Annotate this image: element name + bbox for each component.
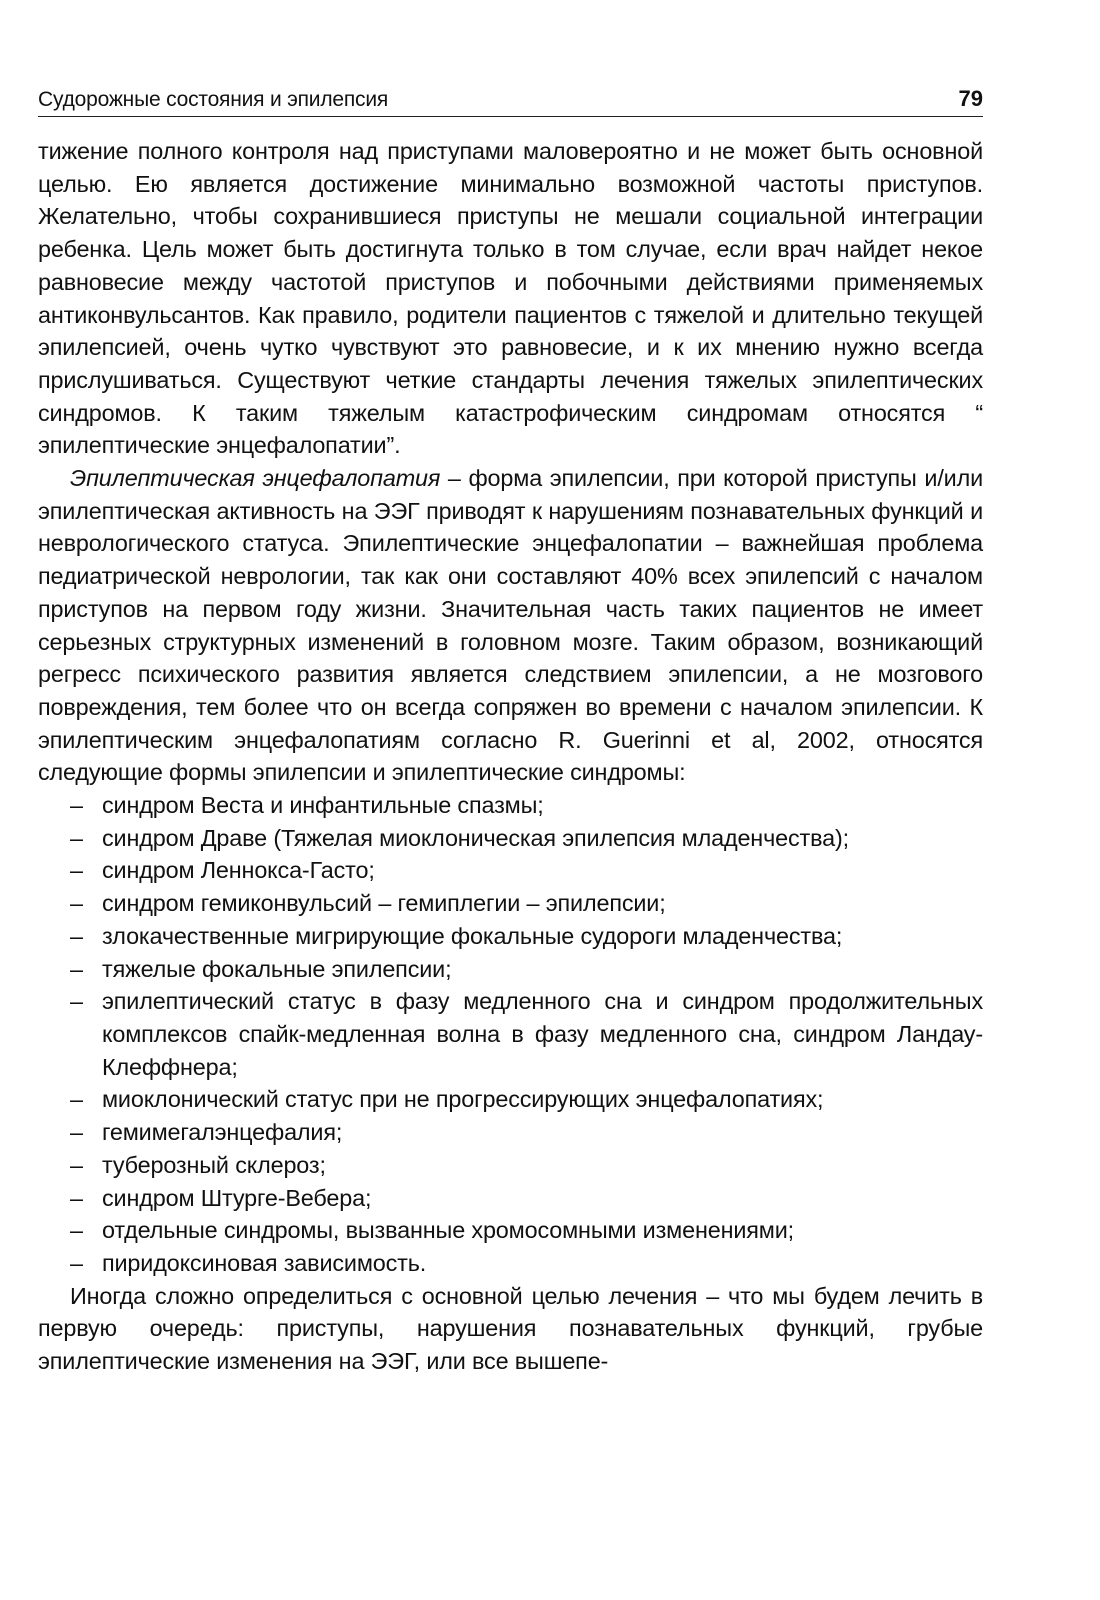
list-item xyxy=(38,887,983,920)
list-item xyxy=(38,1182,983,1215)
list-item-text: эпилептический статус в фазу медленного сна и синдром продолжительных комплексов спайк-медленная волна в фазу медленного сна, синдром Ландау-Клеффнера; xyxy=(102,988,983,1080)
list-item xyxy=(38,789,983,822)
list-item-text: миоклонический статус при не прогрессирующих энцефалопатиях; xyxy=(102,1086,824,1113)
list-dash: – xyxy=(70,988,83,1015)
definition-text: – форма эпилепсии, при которой приступы и/или эпилептическая активность на ЭЭГ приводят к нарушениям познавательных функций и неврологического статуса. Эпилептические энцефалопатии – важнейшая проблема педиатрической неврологии, так как они составляют 40% всех эпилепсий с началом приступов на первом году жизни. Значительная часть таких пациентов не имеет серьезных структурных изменений в головном мозге. Таким образом, возникающий регресс психического развития является следствием эпилепсии, а не мозгового повреждения, тем более что он всегда сопряжен во времени с началом эпилепсии. К эпилептическим энцефалопатиям согласно R. Guerinni et al, 2002, относятся следующие формы эпилепсии и эпилептические синдромы: xyxy=(38,465,983,786)
list-dash: – xyxy=(70,1119,83,1146)
paragraph-continuation: тижение полного контроля над приступами маловероятно и не может быть основной целью. Ею является достижение минимально возможной частоты приступов. Желательно, чтобы сохранившиеся приступы не мешали социальной интеграции ребенка. Цель может быть достигнута только в том случае, если врач найдет некое равновесие между частотой приступов и побочными действиями применяемых антиконвульсантов. Как правило, родители пациентов с тяжелой и длительно текущей эпилепсией, очень чутко чувствуют это равновесие, и к их мнению нужно всегда прислушиваться. Существуют четкие стандарты лечения тяжелых эпилептических синдромов. К таким тяжелым катастрофическим синдромам относятся “ эпилептические энцефалопатии”. xyxy=(38,138,983,459)
list-item-text: синдром гемиконвульсий – гемиплегии – эпилепсии; xyxy=(102,890,666,917)
list-item xyxy=(38,920,983,953)
list-item-text: синдром Леннокса-Гасто; xyxy=(102,857,375,884)
list-dash: – xyxy=(70,1217,83,1244)
list-dash: – xyxy=(70,824,83,851)
list-item xyxy=(38,822,983,855)
list-dash: – xyxy=(70,955,83,982)
list-dash: – xyxy=(70,792,83,819)
syndrome-list xyxy=(38,789,983,1280)
list-dash: – xyxy=(70,1249,83,1276)
list-item-text: злокачественные мигрирующие фокальные судороги младенчества; xyxy=(102,922,843,949)
list-item-text: тяжелые фокальные эпилепсии; xyxy=(102,955,452,982)
running-header xyxy=(38,70,983,117)
body-text xyxy=(38,135,983,1378)
list-item-text: туберозный склероз; xyxy=(102,1151,326,1178)
book-page xyxy=(38,70,983,1580)
list-item xyxy=(38,1116,983,1149)
list-item xyxy=(38,1247,983,1280)
list-item xyxy=(38,1149,983,1182)
list-item xyxy=(38,854,983,887)
list-item-text: синдром Штурге-Вебера; xyxy=(102,1184,372,1211)
list-item xyxy=(38,1083,983,1116)
page-number: 79 xyxy=(958,86,983,111)
list-dash: – xyxy=(70,1184,83,1211)
running-title: Судорожные состояния и эпилепсия xyxy=(38,88,389,111)
list-item-text: синдром Драве (Тяжелая миоклоническая эпилепсия младенчества); xyxy=(102,824,849,851)
list-item-text: пиридоксиновая зависимость. xyxy=(102,1249,427,1276)
list-dash: – xyxy=(70,1086,83,1113)
list-dash: – xyxy=(70,922,83,949)
list-item-text: гемимегалэнцефалия; xyxy=(102,1119,343,1146)
paragraph-definition xyxy=(38,462,983,789)
list-item xyxy=(38,985,983,1083)
list-dash: – xyxy=(70,857,83,884)
list-item-text: отдельные синдромы, вызванные хромосомными изменениями; xyxy=(102,1217,794,1244)
list-item-text: синдром Веста и инфантильные спазмы; xyxy=(102,792,544,819)
defined-term: Эпилептическая энцефалопатия xyxy=(70,465,441,492)
list-item xyxy=(38,953,983,986)
list-dash: – xyxy=(70,890,83,917)
list-dash: – xyxy=(70,1151,83,1178)
list-item xyxy=(38,1214,983,1247)
paragraph-closing: Иногда сложно определиться с основной целью лечения – что мы будем лечить в первую очередь: приступы, нарушения познавательных функций, грубые эпилептические изменения на ЭЭГ, или все вышепе- xyxy=(38,1282,983,1375)
